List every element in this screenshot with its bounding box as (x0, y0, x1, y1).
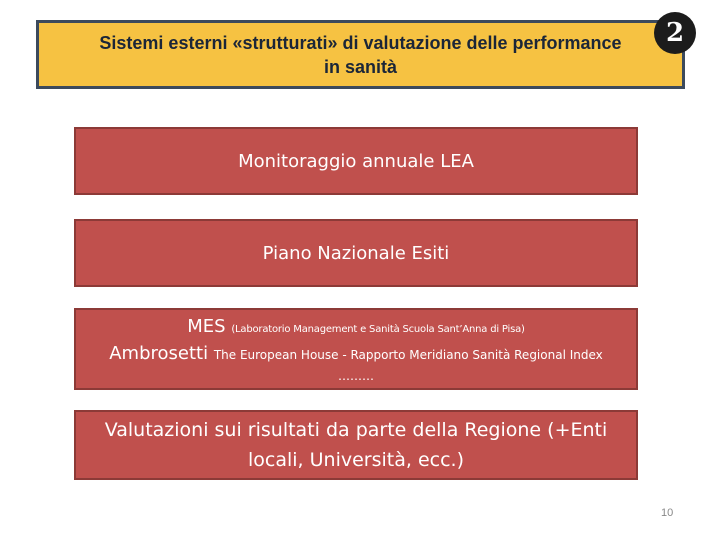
mes-label: MES (187, 316, 226, 337)
slide-title-line-1: Sistemi esterni «strutturati» di valutazione delle performance (99, 32, 622, 53)
mes-detail: (Laboratorio Management e Sanità Scuola Sant’Anna di Pisa) (231, 324, 525, 335)
box-valutazioni-regione (74, 410, 638, 480)
box-mes-ambrosetti (74, 308, 638, 390)
ambrosetti-line (109, 342, 603, 367)
number-badge: 2 (654, 12, 696, 54)
box-monitoraggio-lea (74, 127, 638, 195)
mes-line (187, 315, 524, 342)
box-pne-text: Piano Nazionale Esiti (262, 242, 450, 264)
ambrosetti-detail: The European House - Rapporto Meridiano Sanità Regional Index (213, 348, 603, 362)
ambrosetti-label: Ambrosetti (109, 343, 209, 364)
slide-title-line-2: in sanità (323, 56, 398, 77)
box-regione-text: Valutazioni sui risultati da parte della Regione (+Enti locali, Università, ecc.) (104, 419, 608, 471)
slide-title (36, 20, 685, 89)
box-piano-nazionale-esiti (74, 219, 638, 287)
box-lea-text: Monitoraggio annuale LEA (238, 150, 474, 172)
ellipsis-text: ……… (338, 369, 374, 383)
page-number: 10 (661, 507, 674, 519)
